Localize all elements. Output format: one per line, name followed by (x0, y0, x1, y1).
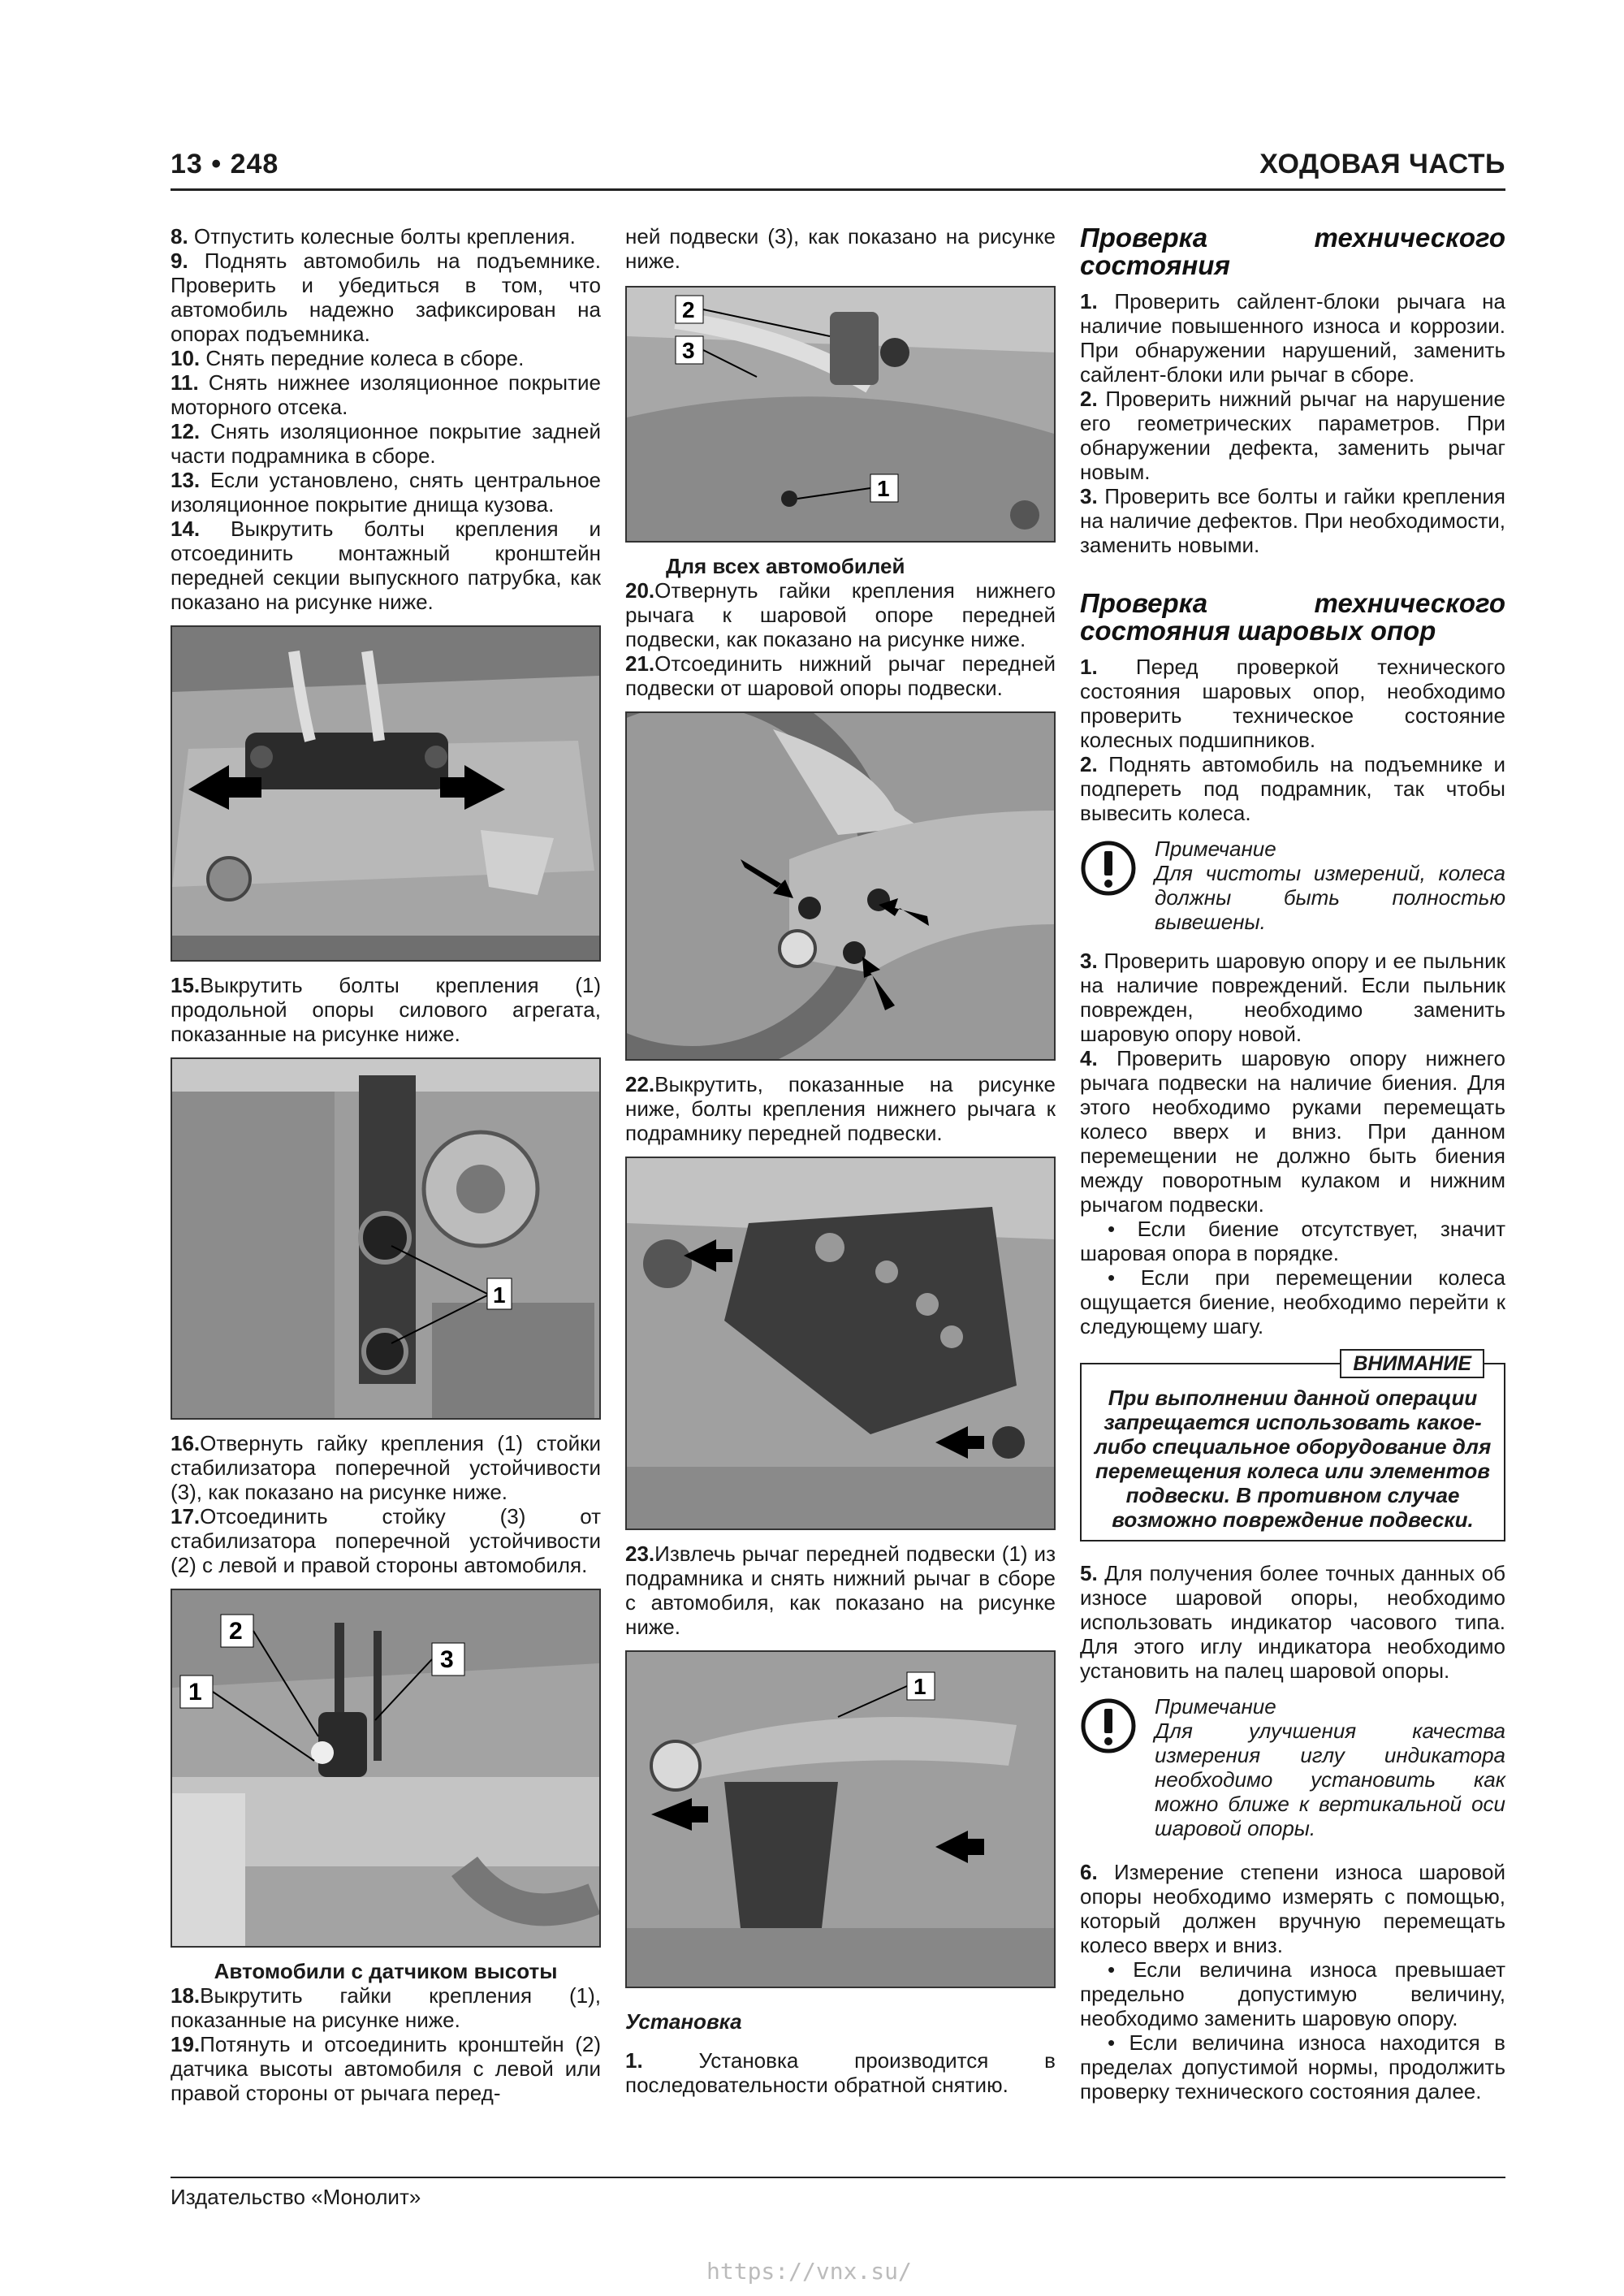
fig23-label-1: 1 (914, 1674, 926, 1699)
removal-step-3 (171, 346, 601, 370)
figure-exhaust-bracket (171, 625, 601, 962)
ball-check-step-1 (1080, 655, 1505, 752)
step-19-continued: ней подвески (3), как показано на рисунке ниже. (625, 224, 1056, 273)
publisher: Издательство «Монолит» (171, 2185, 421, 2209)
page-number: 13 • 248 (171, 149, 279, 179)
note-1 (1080, 837, 1505, 934)
step-text: Если установлено, снять центральное изоляционное покрытие днища кузова. (171, 468, 601, 517)
header-rule (171, 188, 1505, 191)
ball-step-5: 5. Для получения более точных данных об износе шаровой опоры, необходимо использовать индикатор часового типа. Для этого иглу индикатора необходимо установить на палец шаровой опоры. (1080, 1561, 1505, 1683)
step-number: 11. (171, 370, 209, 395)
ball-steps-3-4 (1080, 949, 1505, 1217)
removal-step-2 (171, 249, 601, 346)
heading-ball-joint-check: Проверка технического состояния шаровых опор (1080, 588, 1505, 646)
step-text: Проверить шаровую опору нижнего рычага подвески на наличие биения. Для этого необходимо руками перемещать колесо вверх и вниз. При данном перемещении не должно быть биения между поворотным кулаком и нижним рычагом подвески. (1080, 1046, 1505, 1217)
step-text: Снять нижнее изоляционное покрытие моторного отсека. (171, 370, 601, 419)
step-number: 2. (1080, 752, 1109, 776)
note-1-title: Примечание (1155, 837, 1276, 861)
install-subheading: Установка (625, 2009, 742, 2034)
step-text: Проверить сайлент-блоки рычага на наличие повышенного износа и коррозии. При обнаружении нарушений, заменить сайлент-блоки или рычаг в сборе. (1080, 289, 1505, 387)
step-text: Поднять автомобиль на подъемнике и подпереть под подрамник, так чтобы вывесить колеса. (1080, 752, 1505, 825)
exclamation-icon (1080, 840, 1137, 897)
step-number: 1. (1080, 655, 1136, 679)
figure-engine-mount (171, 1057, 601, 1420)
column-3 (1080, 224, 1505, 2104)
step-text: Проверить все болты и гайки крепления на наличие дефектов. При необходимости, заменить новыми. (1080, 484, 1505, 557)
fig16-label-1: 1 (188, 1679, 202, 1706)
step-number: 1. (1080, 289, 1115, 313)
figure-ball-joint-nuts (625, 711, 1056, 1061)
step-number: 13. (171, 468, 211, 492)
step-number: 12. (171, 419, 211, 443)
tech-check-step-3 (1080, 484, 1505, 557)
ball-check-step-2 (1080, 752, 1505, 825)
ball-steps-1-2 (1080, 655, 1505, 825)
step-22: 22.Выкрутить, показанные на рисунке ниже, болты крепления нижнего рычага к подрамнику передней подвески. (625, 1072, 1056, 1145)
ball-check-step-b-2 (1080, 1046, 1505, 1217)
fig16-label-2: 2 (229, 1618, 243, 1645)
bullet-no-play: • Если биение отсутствует, значит шаровая опора в порядке. (1080, 1217, 1505, 1265)
ball-step-6: 6. Измерение степени износа шаровой опоры необходимо измерять с помощью, который должен вручную перемещать колесо вверх и вниз. (1080, 1860, 1505, 1957)
fig19-label-3: 3 (682, 338, 695, 363)
step-number: 9. (171, 249, 205, 273)
step-number: 8. (171, 224, 194, 249)
step-text: Снять изоляционное покрытие задней части подрамника в сборе. (171, 419, 601, 468)
tech-check-step-2 (1080, 387, 1505, 484)
step-16: 16.Отвернуть гайку крепления (1) стойки стабилизатора поперечной устойчивости (3), как показано на рисунке ниже. (171, 1431, 601, 1504)
step-text: Отпустить колесные болты крепления. (193, 224, 576, 249)
step-number: 4. (1080, 1046, 1117, 1070)
step-text: Снять передние колеса в сборе. (205, 346, 525, 370)
step-text: Поднять автомобиль на подъемнике. Проверить и убедиться в том, что автомобиль надежно зафиксирован на опорах подъемника. (171, 249, 601, 346)
step-15: 15.Выкрутить болты крепления (1) продольной опоры силового агрегата, показанные на рисунке ниже. (171, 973, 601, 1046)
step-19: 19.Потянуть и отсоединить кронштейн (2) датчика высоты автомобиля с левой или правой стороны от рычага перед- (171, 2032, 601, 2105)
step-text: Проверить нижний рычаг на нарушение его геометрических параметров. При обнаружении дефекта, заменить рычаг новым. (1080, 387, 1505, 484)
note-1-text: Для чистоты измерений, колеса должны быть полностью вывешены. (1155, 861, 1505, 934)
figure-remove-arm (625, 1650, 1056, 1988)
height-sensor-subheading: Автомобили с датчиком высоты (214, 1959, 558, 1983)
warning-text: При выполнении данной операции запрещается использовать какое-либо специальное оборудование для перемещения колеса или элементов подвески. В противном случае возможно повреждение подвески. (1094, 1386, 1492, 1532)
warning-box (1080, 1352, 1505, 1541)
install-step-1: 1. Установка производится в последовательности обратной снятию. (625, 2048, 1056, 2097)
step-18: 18.Выкрутить гайки крепления (1), показанные на рисунке ниже. (171, 1983, 601, 2032)
removal-step-5 (171, 419, 601, 468)
bullet-wear-ok: • Если величина износа находится в пределах допустимой нормы, продолжить проверку технического состояния далее. (1080, 2030, 1505, 2104)
step-text: Перед проверкой технического состояния шаровых опор, необходимо проверить техническое состояние колесных подшипников. (1080, 655, 1505, 752)
step-21: 21.Отсоединить нижний рычаг передней подвески от шаровой опоры подвески. (625, 651, 1056, 700)
note-2-text: Для улучшения качества измерения иглу индикатора необходимо установить как можно ближе к вертикальной оси шаровой опоры. (1155, 1719, 1505, 1840)
fig19-label-1: 1 (877, 476, 890, 501)
removal-step-1 (171, 224, 601, 249)
exclamation-icon (1080, 1697, 1137, 1754)
removal-step-4 (171, 370, 601, 419)
column-2 (625, 224, 1056, 2097)
step-text: Выкрутить болты крепления и отсоединить монтажный кронштейн передней секции выпускного патрубка, как показано на рисунке ниже. (171, 517, 601, 614)
footer-rule (171, 2177, 1505, 2178)
fig16-label-3: 3 (440, 1646, 454, 1673)
figure-subframe-bolts (625, 1157, 1056, 1530)
step-number: 14. (171, 517, 231, 541)
note-2-title: Примечание (1155, 1694, 1276, 1719)
bullet-play-felt: • Если при перемещении колеса ощущается биение, необходимо перейти к следующему шагу. (1080, 1265, 1505, 1338)
source-url[interactable]: https://vnx.su/ (706, 2258, 912, 2285)
step-20: 20.Отвернуть гайки крепления нижнего рычага к шаровой опоре передней подвески, как показано на рисунке ниже. (625, 578, 1056, 651)
removal-step-6 (171, 468, 601, 517)
section-title: ХОДОВАЯ ЧАСТЬ (1259, 149, 1505, 179)
step-number: 3. (1080, 949, 1104, 973)
step-number: 10. (171, 346, 206, 370)
warning-tag: ВНИМАНИЕ (1340, 1349, 1484, 1378)
removal-step-7 (171, 517, 601, 614)
step-text: Проверить шаровую опору и ее пыльник на наличие повреждений. Если пыльник поврежден, необходимо заменить шаровую опору новой. (1080, 949, 1505, 1046)
ball-check-step-b-1 (1080, 949, 1505, 1046)
note-2 (1080, 1694, 1505, 1840)
fig19-label-2: 2 (682, 297, 695, 322)
figure-height-sensor (625, 286, 1056, 543)
heading-tech-check: Проверка технического состояния (1080, 223, 1505, 280)
step-23: 23.Извлечь рычаг передней подвески (1) из подрамника и снять нижний рычаг в сборе с автомобиля, как показано на рисунке ниже. (625, 1541, 1056, 1639)
bullet-wear-exceeds: • Если величина износа превышает предельно допустимую величину, необходимо заменить шаровую опору. (1080, 1957, 1505, 2030)
step-number: 3. (1080, 484, 1105, 508)
figure-stabilizer-link (171, 1589, 601, 1948)
all-cars-subheading: Для всех автомобилей (666, 554, 905, 578)
step-17: 17.Отсоединить стойку (3) от стабилизатора поперечной устойчивости (2) с левой и правой стороны автомобиля. (171, 1504, 601, 1577)
column-1 (171, 224, 601, 2105)
step-number: 2. (1080, 387, 1106, 411)
fig15-label-1: 1 (493, 1282, 506, 1308)
tech-check-steps (1080, 289, 1505, 557)
tech-check-step-1 (1080, 289, 1505, 387)
steps-8-14 (171, 224, 601, 614)
